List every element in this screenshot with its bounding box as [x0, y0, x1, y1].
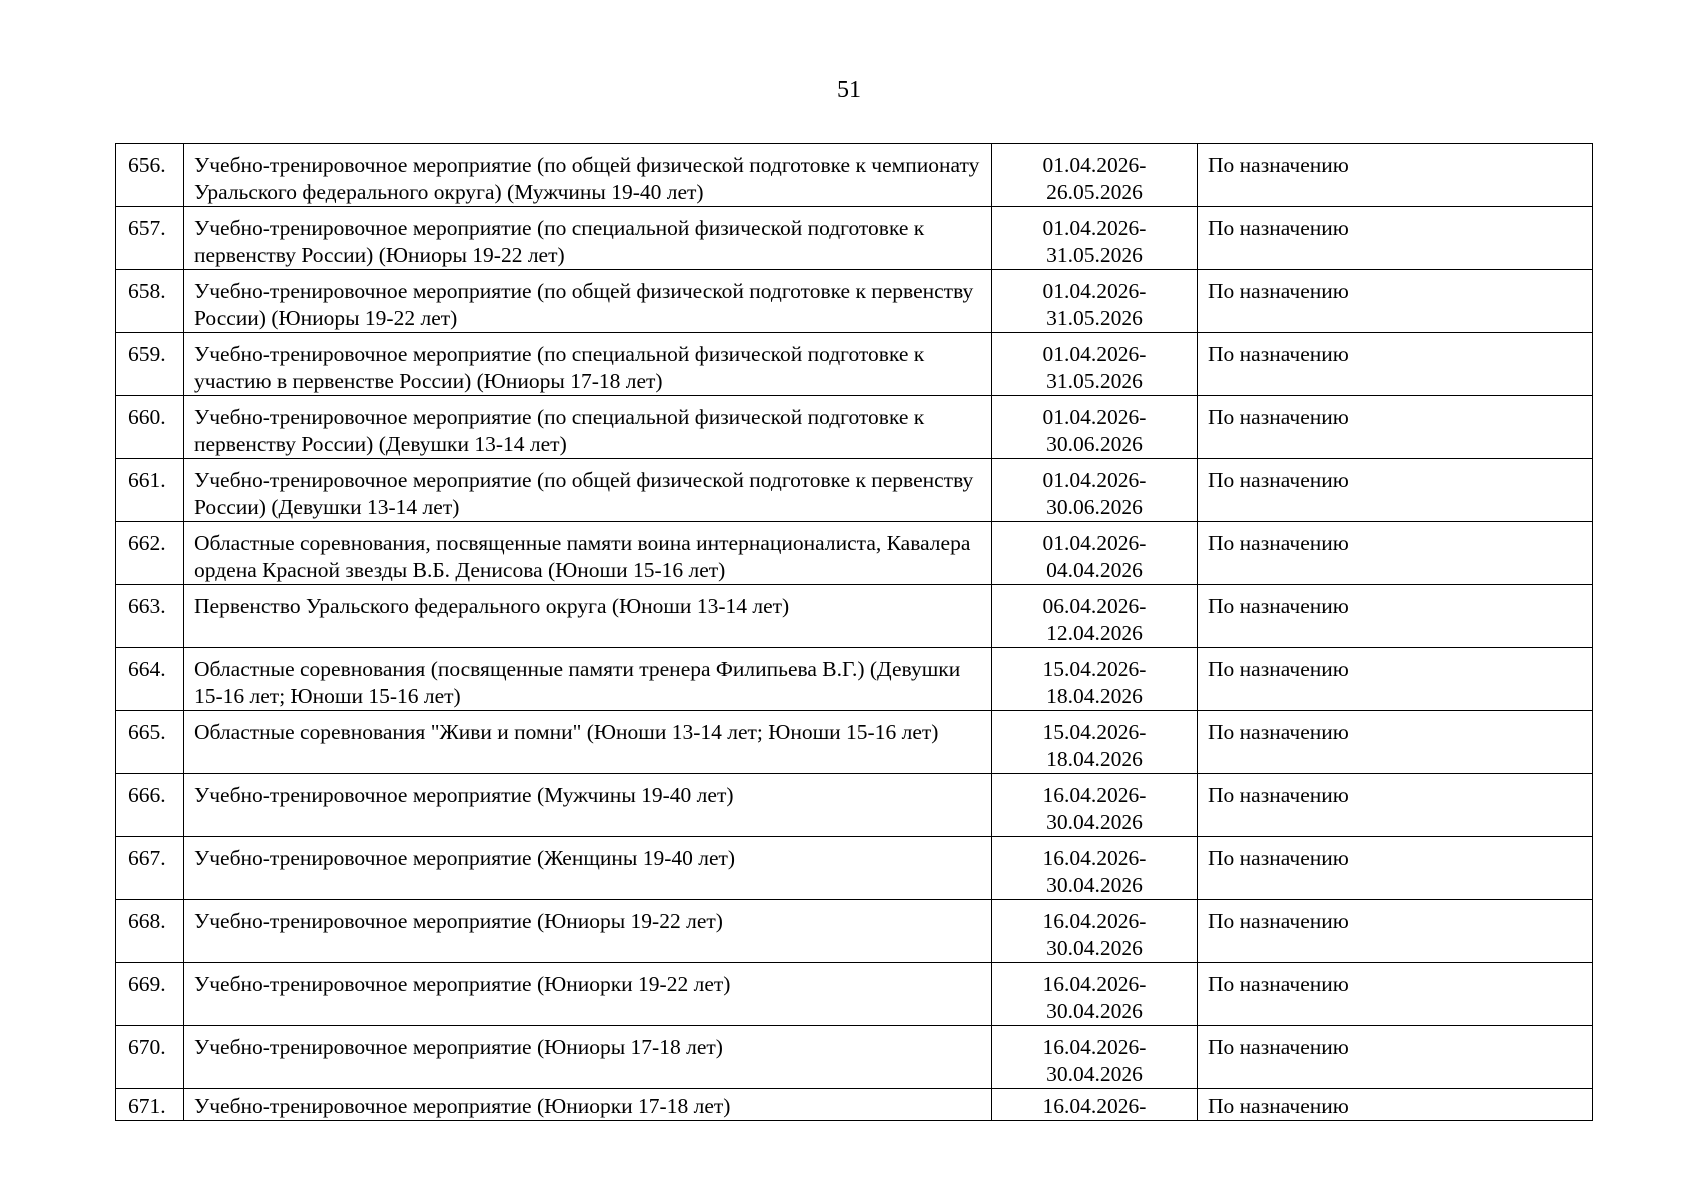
- date-start: 01.04.2026-: [1042, 279, 1147, 303]
- event-place: По назначению: [1198, 459, 1593, 522]
- table-row: [116, 144, 1593, 207]
- event-place: По назначению: [1198, 648, 1593, 711]
- date-end: 18.04.2026: [1046, 747, 1143, 771]
- table-row: [116, 1026, 1593, 1089]
- date-end: 31.05.2026: [1046, 243, 1143, 267]
- event-dates: [992, 837, 1198, 900]
- event-dates: [992, 774, 1198, 837]
- event-title: Первенство Уральского федерального округа (Юноши 13-14 лет): [184, 585, 992, 648]
- event-title: Учебно-тренировочное мероприятие (по общей физической подготовке к первенству России) (Юниоры 19-22 лет): [184, 270, 992, 333]
- event-title: Учебно-тренировочное мероприятие (по специальной физической подготовке к первенству России) (Девушки 13-14 лет): [184, 396, 992, 459]
- row-number: 670.: [116, 1026, 184, 1089]
- date-start: 01.04.2026-: [1042, 216, 1147, 240]
- row-number: 659.: [116, 333, 184, 396]
- date-end: 04.04.2026: [1046, 558, 1143, 582]
- event-dates: [992, 333, 1198, 396]
- date-end: 30.04.2026: [1046, 1062, 1143, 1086]
- event-dates: [992, 900, 1198, 963]
- event-place: По назначению: [1198, 333, 1593, 396]
- event-dates: [992, 270, 1198, 333]
- event-title: Учебно-тренировочное мероприятие (по общей физической подготовке к чемпионату Уральского федерального округа) (Мужчины 19-40 лет): [184, 144, 992, 207]
- event-place: По назначению: [1198, 900, 1593, 963]
- row-number: 671.: [116, 1089, 184, 1121]
- date-end: 12.04.2026: [1046, 621, 1143, 645]
- table-row: [116, 900, 1593, 963]
- event-dates: [992, 585, 1198, 648]
- date-start: 16.04.2026-: [1042, 972, 1147, 996]
- row-number: 661.: [116, 459, 184, 522]
- date-end: 26.05.2026: [1046, 180, 1143, 204]
- event-place: По назначению: [1198, 963, 1593, 1026]
- date-start: 16.04.2026-: [1042, 1094, 1147, 1118]
- event-dates: [992, 711, 1198, 774]
- event-title: Учебно-тренировочное мероприятие (Юниорки 19-22 лет): [184, 963, 992, 1026]
- event-title: Учебно-тренировочное мероприятие (Юниорки 17-18 лет): [184, 1089, 992, 1121]
- row-number: 662.: [116, 522, 184, 585]
- table-row: [116, 333, 1593, 396]
- event-title: Учебно-тренировочное мероприятие (по общей физической подготовке к первенству России) (Девушки 13-14 лет): [184, 459, 992, 522]
- row-number: 657.: [116, 207, 184, 270]
- table-row: [116, 963, 1593, 1026]
- event-title: Учебно-тренировочное мероприятие (Женщины 19-40 лет): [184, 837, 992, 900]
- table-row: [116, 270, 1593, 333]
- events-table: [115, 143, 1593, 1121]
- table-row: [116, 522, 1593, 585]
- date-end: 31.05.2026: [1046, 369, 1143, 393]
- date-end: 18.04.2026: [1046, 684, 1143, 708]
- table-row: [116, 711, 1593, 774]
- table-row: [116, 1089, 1593, 1121]
- table-row: [116, 774, 1593, 837]
- date-start: 01.04.2026-: [1042, 153, 1147, 177]
- event-place: По назначению: [1198, 270, 1593, 333]
- event-place: По назначению: [1198, 1026, 1593, 1089]
- event-place: По назначению: [1198, 1089, 1593, 1121]
- event-title: Учебно-тренировочное мероприятие (Мужчины 19-40 лет): [184, 774, 992, 837]
- row-number: 667.: [116, 837, 184, 900]
- date-end: 30.04.2026: [1046, 999, 1143, 1023]
- row-number: 664.: [116, 648, 184, 711]
- event-dates: [992, 1089, 1198, 1121]
- table-row: [116, 837, 1593, 900]
- event-dates: [992, 144, 1198, 207]
- row-number: 665.: [116, 711, 184, 774]
- event-place: По назначению: [1198, 774, 1593, 837]
- table-row: [116, 459, 1593, 522]
- date-start: 01.04.2026-: [1042, 342, 1147, 366]
- row-number: 668.: [116, 900, 184, 963]
- page-number: 51: [837, 77, 861, 103]
- date-start: 16.04.2026-: [1042, 1035, 1147, 1059]
- event-title: Областные соревнования, посвященные памяти воина интернационалиста, Кавалера ордена Красной звезды В.Б. Денисова (Юноши 15-16 лет): [184, 522, 992, 585]
- date-start: 01.04.2026-: [1042, 405, 1147, 429]
- date-start: 15.04.2026-: [1042, 720, 1147, 744]
- date-start: 06.04.2026-: [1042, 594, 1147, 618]
- row-number: 663.: [116, 585, 184, 648]
- date-start: 01.04.2026-: [1042, 531, 1147, 555]
- event-dates: [992, 963, 1198, 1026]
- event-place: По назначению: [1198, 837, 1593, 900]
- event-dates: [992, 396, 1198, 459]
- date-start: 15.04.2026-: [1042, 657, 1147, 681]
- table-row: [116, 207, 1593, 270]
- event-dates: [992, 1026, 1198, 1089]
- row-number: 658.: [116, 270, 184, 333]
- table-row: [116, 585, 1593, 648]
- event-place: По назначению: [1198, 711, 1593, 774]
- date-end: 30.06.2026: [1046, 432, 1143, 456]
- date-end: 30.04.2026: [1046, 810, 1143, 834]
- events-table-body: [116, 144, 1593, 1121]
- event-dates: [992, 522, 1198, 585]
- row-number: 656.: [116, 144, 184, 207]
- event-title: Учебно-тренировочное мероприятие (Юниоры 17-18 лет): [184, 1026, 992, 1089]
- table-row: [116, 396, 1593, 459]
- event-dates: [992, 648, 1198, 711]
- event-title: Учебно-тренировочное мероприятие (Юниоры 19-22 лет): [184, 900, 992, 963]
- date-start: 16.04.2026-: [1042, 909, 1147, 933]
- event-place: По назначению: [1198, 396, 1593, 459]
- event-title: Учебно-тренировочное мероприятие (по специальной физической подготовке к первенству России) (Юниоры 19-22 лет): [184, 207, 992, 270]
- event-place: По назначению: [1198, 207, 1593, 270]
- event-place: По назначению: [1198, 144, 1593, 207]
- date-start: 01.04.2026-: [1042, 468, 1147, 492]
- event-place: По назначению: [1198, 585, 1593, 648]
- event-title: Областные соревнования "Живи и помни" (Юноши 13-14 лет; Юноши 15-16 лет): [184, 711, 992, 774]
- event-dates: [992, 207, 1198, 270]
- date-start: 16.04.2026-: [1042, 783, 1147, 807]
- date-end: 30.04.2026: [1046, 936, 1143, 960]
- row-number: 660.: [116, 396, 184, 459]
- date-end: 30.06.2026: [1046, 495, 1143, 519]
- event-place: По назначению: [1198, 522, 1593, 585]
- event-dates: [992, 459, 1198, 522]
- row-number: 669.: [116, 963, 184, 1026]
- row-number: 666.: [116, 774, 184, 837]
- table-row: [116, 648, 1593, 711]
- event-title: Областные соревнования (посвященные памяти тренера Филипьева В.Г.) (Девушки 15-16 лет; Юноши 15-16 лет): [184, 648, 992, 711]
- date-start: 16.04.2026-: [1042, 846, 1147, 870]
- date-end: 30.04.2026: [1046, 873, 1143, 897]
- event-title: Учебно-тренировочное мероприятие (по специальной физической подготовке к участию в первенстве России) (Юниоры 17-18 лет): [184, 333, 992, 396]
- date-end: 31.05.2026: [1046, 306, 1143, 330]
